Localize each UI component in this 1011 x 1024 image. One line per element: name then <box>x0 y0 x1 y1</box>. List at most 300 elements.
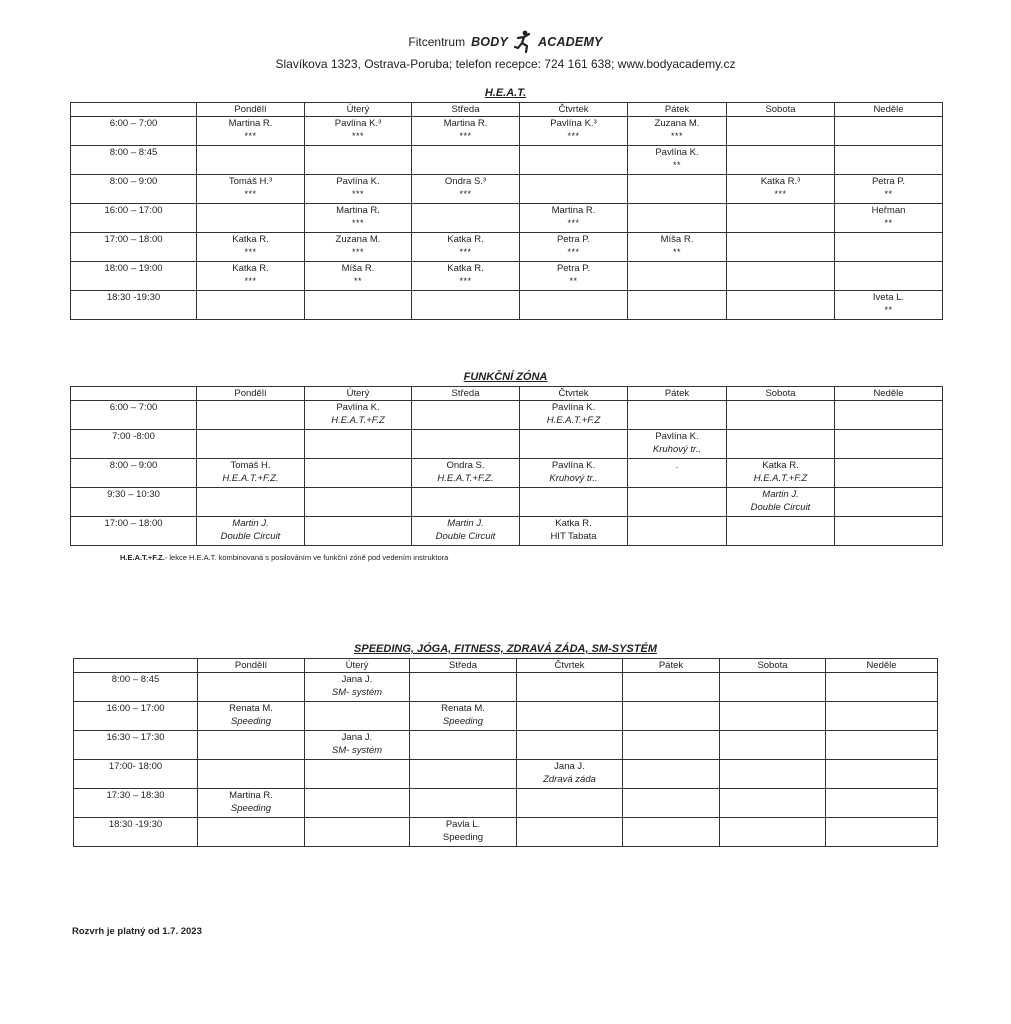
instructor-name <box>412 204 519 217</box>
class-type <box>198 744 304 757</box>
class-cell <box>835 459 943 488</box>
class-type <box>410 802 516 815</box>
class-type <box>412 304 519 317</box>
instructor-name: Katka R. <box>447 263 484 274</box>
note-description: - lekce H.E.A.T. kombinovaná s posilováním ve funkční zóně pod vedením instruktora <box>164 553 449 562</box>
instructor-name: Zuzana M. <box>335 234 381 245</box>
day-header: Neděle <box>835 387 943 401</box>
intensity-rating: ** <box>672 247 681 257</box>
class-cell <box>305 818 410 847</box>
instructor-name <box>517 818 622 831</box>
class-type <box>835 443 942 456</box>
instructor-name: Pavlína K. <box>336 402 380 413</box>
class-cell <box>520 401 628 430</box>
instructor-name: Katka R. <box>762 460 799 471</box>
intensity-rating: ** <box>884 189 893 199</box>
class-cell <box>517 789 623 818</box>
instructor-name <box>835 262 942 275</box>
class-cell <box>412 175 520 204</box>
class-type <box>197 414 304 427</box>
class-type <box>305 715 409 728</box>
class-cell <box>197 146 305 175</box>
day-header: Čtvrtek <box>520 387 628 401</box>
class-cell <box>517 731 623 760</box>
class-type <box>720 802 825 815</box>
day-header: Neděle <box>826 659 938 673</box>
class-cell <box>520 233 628 262</box>
class-type <box>835 246 942 259</box>
instructor-name <box>628 517 726 530</box>
class-cell <box>835 430 943 459</box>
instructor-name <box>197 291 304 304</box>
instructor-name <box>305 702 409 715</box>
class-type <box>197 501 304 514</box>
speeding-section-title: SPEEDING, JÓGA, FITNESS, ZDRAVÁ ZÁDA, SM-SYSTÉM <box>354 643 657 655</box>
day-header: Sobota <box>727 103 835 117</box>
class-cell <box>412 459 520 488</box>
class-cell <box>410 731 517 760</box>
day-header: Úterý <box>305 387 412 401</box>
instructor-name <box>835 517 942 530</box>
instructor-name <box>623 702 719 715</box>
instructor-name: Pavlína K. <box>551 460 596 471</box>
instructor-name: Ondra S. <box>446 460 485 471</box>
class-cell <box>305 204 412 233</box>
class-type <box>835 130 942 143</box>
class-cell <box>835 204 943 233</box>
class-type <box>197 443 304 456</box>
class-cell <box>305 488 412 517</box>
instructor-name: Martin J. <box>232 518 269 529</box>
class-cell <box>720 789 826 818</box>
intensity-rating: ** <box>569 276 578 286</box>
table-row <box>71 459 943 488</box>
corner-cell <box>71 103 197 117</box>
class-type <box>410 686 516 699</box>
instructor-name: Zuzana M. <box>654 118 700 129</box>
class-cell <box>410 818 517 847</box>
day-header: Pátek <box>623 659 720 673</box>
instructor-name <box>197 430 304 443</box>
class-cell <box>727 459 835 488</box>
class-type <box>520 188 627 201</box>
instructor-name <box>835 117 942 130</box>
instructor-name <box>412 401 519 414</box>
class-type <box>720 831 825 844</box>
class-type <box>727 443 834 456</box>
page-header <box>0 30 1011 72</box>
instructor-name: Martin J. <box>447 518 484 529</box>
class-cell <box>727 291 835 320</box>
class-type <box>198 773 304 786</box>
class-type: SM- systém <box>331 687 383 698</box>
table-row <box>74 760 938 789</box>
table-row <box>71 233 943 262</box>
instructor-name: Pavlína K. <box>655 147 699 158</box>
instructor-name <box>305 517 411 530</box>
class-cell <box>305 789 410 818</box>
class-type <box>517 686 622 699</box>
class-type <box>412 501 519 514</box>
class-cell <box>727 204 835 233</box>
class-cell <box>305 291 412 320</box>
class-cell <box>826 760 938 789</box>
instructor-name <box>623 673 719 686</box>
intensity-rating: *** <box>351 131 364 141</box>
table-row <box>74 818 938 847</box>
class-cell <box>197 117 305 146</box>
intensity-rating: *** <box>459 276 472 286</box>
class-type <box>835 159 942 172</box>
class-type <box>305 159 411 172</box>
time-cell: 18:00 – 19:00 <box>71 262 197 291</box>
time-cell: 8:00 – 9:00 <box>71 175 197 204</box>
class-type <box>197 304 304 317</box>
class-cell <box>412 291 520 320</box>
instructor-name <box>826 731 937 744</box>
day-header: Pátek <box>628 387 727 401</box>
class-type <box>198 831 304 844</box>
class-type <box>520 443 627 456</box>
class-cell <box>628 517 727 546</box>
instructor-name <box>720 818 825 831</box>
class-cell <box>520 291 628 320</box>
class-type: Speeding <box>230 803 272 814</box>
day-header: Pátek <box>628 103 727 117</box>
time-cell: 8:00 – 9:00 <box>71 459 197 488</box>
instructor-name <box>198 818 304 831</box>
class-type <box>305 831 409 844</box>
class-cell <box>826 789 938 818</box>
time-cell: 17:00 – 18:00 <box>71 517 197 546</box>
class-cell <box>835 401 943 430</box>
class-type <box>410 773 516 786</box>
class-type <box>410 744 516 757</box>
table-row <box>71 262 943 291</box>
table-row <box>74 673 938 702</box>
instructor-name <box>727 117 834 130</box>
note-abbreviation: H.E.A.T.+F.Z. <box>120 553 165 562</box>
instructor-name: Petra P. <box>556 263 591 274</box>
instructor-name <box>305 818 409 831</box>
class-type <box>623 802 719 815</box>
class-cell <box>623 731 720 760</box>
class-type: H.E.A.T.+F.Z <box>546 415 601 426</box>
class-type <box>826 715 937 728</box>
class-cell <box>197 459 305 488</box>
class-type <box>628 275 726 288</box>
instructor-name <box>412 291 519 304</box>
class-cell <box>517 702 623 731</box>
class-type <box>520 159 627 172</box>
time-cell: 16:00 – 17:00 <box>74 702 198 731</box>
class-cell <box>305 401 412 430</box>
class-cell <box>305 731 410 760</box>
class-type <box>623 773 719 786</box>
table-row <box>71 291 943 320</box>
class-type <box>826 773 937 786</box>
class-cell <box>197 488 305 517</box>
class-type <box>520 304 627 317</box>
instructor-name: Martina R. <box>229 790 273 801</box>
time-cell: 8:00 – 8:45 <box>74 673 198 702</box>
brand-name-right: ACADEMY <box>538 35 603 49</box>
class-type: SM- systém <box>331 745 383 756</box>
class-type <box>305 802 409 815</box>
class-type <box>517 802 622 815</box>
class-type <box>720 715 825 728</box>
intensity-rating: *** <box>567 218 580 228</box>
class-cell <box>628 430 727 459</box>
table-row <box>74 789 938 818</box>
intensity-rating: *** <box>351 189 364 199</box>
class-type <box>727 246 834 259</box>
instructor-name <box>835 146 942 159</box>
time-cell: 18:30 -19:30 <box>71 291 197 320</box>
class-cell <box>305 760 410 789</box>
heat-schedule-table <box>70 102 943 320</box>
time-cell: 9:30 – 10:30 <box>71 488 197 517</box>
table-row <box>71 204 943 233</box>
class-cell <box>305 430 412 459</box>
intensity-rating: *** <box>567 247 580 257</box>
instructor-name <box>623 760 719 773</box>
table-row <box>71 146 943 175</box>
time-cell: 8:00 – 8:45 <box>71 146 197 175</box>
intensity-rating: ** <box>672 160 681 170</box>
class-cell <box>517 818 623 847</box>
class-type: Kruhový tr.. <box>652 444 702 455</box>
class-cell <box>198 789 305 818</box>
class-type <box>517 831 622 844</box>
instructor-name <box>835 430 942 443</box>
class-type <box>835 501 942 514</box>
intensity-rating: *** <box>351 247 364 257</box>
day-header: Středa <box>412 387 520 401</box>
class-type <box>720 686 825 699</box>
class-cell <box>826 818 938 847</box>
class-type: H.E.A.T.+F.Z <box>331 415 385 426</box>
intensity-rating: *** <box>244 131 257 141</box>
instructor-name <box>826 760 937 773</box>
class-type <box>727 217 834 230</box>
intensity-rating: ** <box>353 276 362 286</box>
instructor-name <box>412 146 519 159</box>
class-cell <box>517 673 623 702</box>
class-cell <box>305 459 412 488</box>
class-type <box>835 530 942 543</box>
class-cell <box>198 702 305 731</box>
instructor-name <box>720 673 825 686</box>
instructor-name: Pavlína K. <box>655 431 699 442</box>
instructor-name <box>305 146 411 159</box>
day-header: Středa <box>410 659 517 673</box>
class-cell <box>520 430 628 459</box>
instructor-name <box>410 673 516 686</box>
class-type <box>628 501 726 514</box>
instructor-name: Pavla L. <box>445 819 481 830</box>
instructor-name <box>727 262 834 275</box>
instructor-name: Jana J. <box>341 674 373 685</box>
instructor-name <box>835 488 942 501</box>
heat-section-title: H.E.A.T. <box>484 87 527 99</box>
class-cell <box>197 204 305 233</box>
instructor-name <box>305 291 411 304</box>
class-type <box>727 275 834 288</box>
class-cell <box>835 146 943 175</box>
brand-line <box>0 30 1011 54</box>
instructor-name: Katka R. <box>232 234 269 245</box>
class-cell <box>727 146 835 175</box>
class-type: HIT Tabata <box>550 531 597 542</box>
class-cell <box>628 488 727 517</box>
instructor-name: Martina R. <box>443 118 488 129</box>
class-cell <box>520 204 628 233</box>
instructor-name <box>520 291 627 304</box>
instructor-name <box>305 789 409 802</box>
class-type: H.E.A.T.+F.Z. <box>437 473 494 484</box>
class-cell <box>412 430 520 459</box>
class-cell <box>198 818 305 847</box>
table-row <box>74 702 938 731</box>
instructor-name <box>727 517 834 530</box>
class-type <box>305 304 411 317</box>
runner-logo-icon <box>514 30 532 54</box>
class-type <box>727 130 834 143</box>
class-type <box>412 414 519 427</box>
instructor-name <box>727 430 834 443</box>
day-header: Sobota <box>720 659 826 673</box>
class-type <box>517 744 622 757</box>
instructor-name: Jana J. <box>554 761 585 772</box>
instructor-name <box>517 673 622 686</box>
class-cell <box>412 117 520 146</box>
class-cell <box>305 146 412 175</box>
corner-cell <box>74 659 198 673</box>
class-type <box>835 414 942 427</box>
class-type <box>720 773 825 786</box>
table-row <box>71 117 943 146</box>
class-cell <box>720 731 826 760</box>
class-cell <box>826 731 938 760</box>
instructor-name: Míša R. <box>341 263 375 274</box>
day-header: Čtvrtek <box>520 103 628 117</box>
instructor-name <box>727 146 834 159</box>
class-cell <box>623 702 720 731</box>
instructor-name <box>720 731 825 744</box>
table-row <box>71 517 943 546</box>
instructor-name <box>628 204 726 217</box>
instructor-name <box>623 818 719 831</box>
class-cell <box>835 233 943 262</box>
intensity-rating: *** <box>567 131 580 141</box>
class-cell <box>305 262 412 291</box>
functional-schedule-table <box>70 386 943 546</box>
class-type: Double Circuit <box>220 531 281 542</box>
instructor-name <box>305 459 411 472</box>
class-cell <box>835 517 943 546</box>
class-cell <box>826 702 938 731</box>
class-cell <box>628 401 727 430</box>
class-cell <box>623 760 720 789</box>
class-type: H.E.A.T.+F.Z <box>753 473 808 484</box>
instructor-name: Martina R. <box>551 205 596 216</box>
class-cell <box>197 233 305 262</box>
instructor-name <box>727 291 834 304</box>
class-cell <box>835 291 943 320</box>
instructor-name <box>727 401 834 414</box>
time-cell: 18:30 -19:30 <box>74 818 198 847</box>
class-cell <box>727 175 835 204</box>
class-cell <box>628 262 727 291</box>
class-type: Zdravá záda <box>543 774 596 785</box>
class-cell <box>623 789 720 818</box>
class-cell <box>826 673 938 702</box>
class-cell <box>835 175 943 204</box>
instructor-name: Katka R. <box>232 263 269 274</box>
class-type: Speeding <box>442 832 484 843</box>
class-cell <box>412 146 520 175</box>
functional-note <box>120 553 448 562</box>
time-cell: 16:30 – 17:30 <box>74 731 198 760</box>
class-cell <box>520 488 628 517</box>
instructor-name <box>720 760 825 773</box>
instructor-name <box>198 731 304 744</box>
class-cell <box>410 673 517 702</box>
class-type <box>628 414 726 427</box>
class-cell <box>412 517 520 546</box>
instructor-name <box>517 789 622 802</box>
class-type <box>628 530 726 543</box>
class-type <box>198 686 304 699</box>
instructor-name: Tomáš H.³ <box>228 176 273 187</box>
class-cell <box>305 673 410 702</box>
class-type <box>305 530 411 543</box>
class-cell <box>720 673 826 702</box>
instructor-name: Petra P. <box>871 176 906 187</box>
intensity-rating: *** <box>244 247 257 257</box>
intensity-rating: ** <box>884 218 893 228</box>
instructor-name <box>720 702 825 715</box>
class-type: Double Circuit <box>750 502 811 513</box>
intensity-rating: *** <box>459 131 472 141</box>
class-type <box>623 744 719 757</box>
class-cell <box>628 291 727 320</box>
instructor-name <box>628 291 726 304</box>
class-cell <box>197 401 305 430</box>
class-type <box>826 686 937 699</box>
instructor-name <box>628 262 726 275</box>
class-cell <box>520 175 628 204</box>
instructor-name <box>623 731 719 744</box>
class-type <box>835 275 942 288</box>
class-cell <box>305 233 412 262</box>
instructor-name <box>628 488 726 501</box>
instructor-name: Iveta L. <box>872 292 905 303</box>
class-type: Double Circuit <box>435 531 496 542</box>
class-type <box>628 217 726 230</box>
class-cell <box>628 117 727 146</box>
class-cell <box>623 818 720 847</box>
class-cell <box>412 204 520 233</box>
class-type <box>305 443 411 456</box>
class-cell <box>305 117 412 146</box>
instructor-name <box>727 204 834 217</box>
brand-prefix: Fitcentrum <box>408 35 466 49</box>
instructor-name <box>520 175 627 188</box>
class-type <box>628 472 726 485</box>
class-cell <box>305 517 412 546</box>
